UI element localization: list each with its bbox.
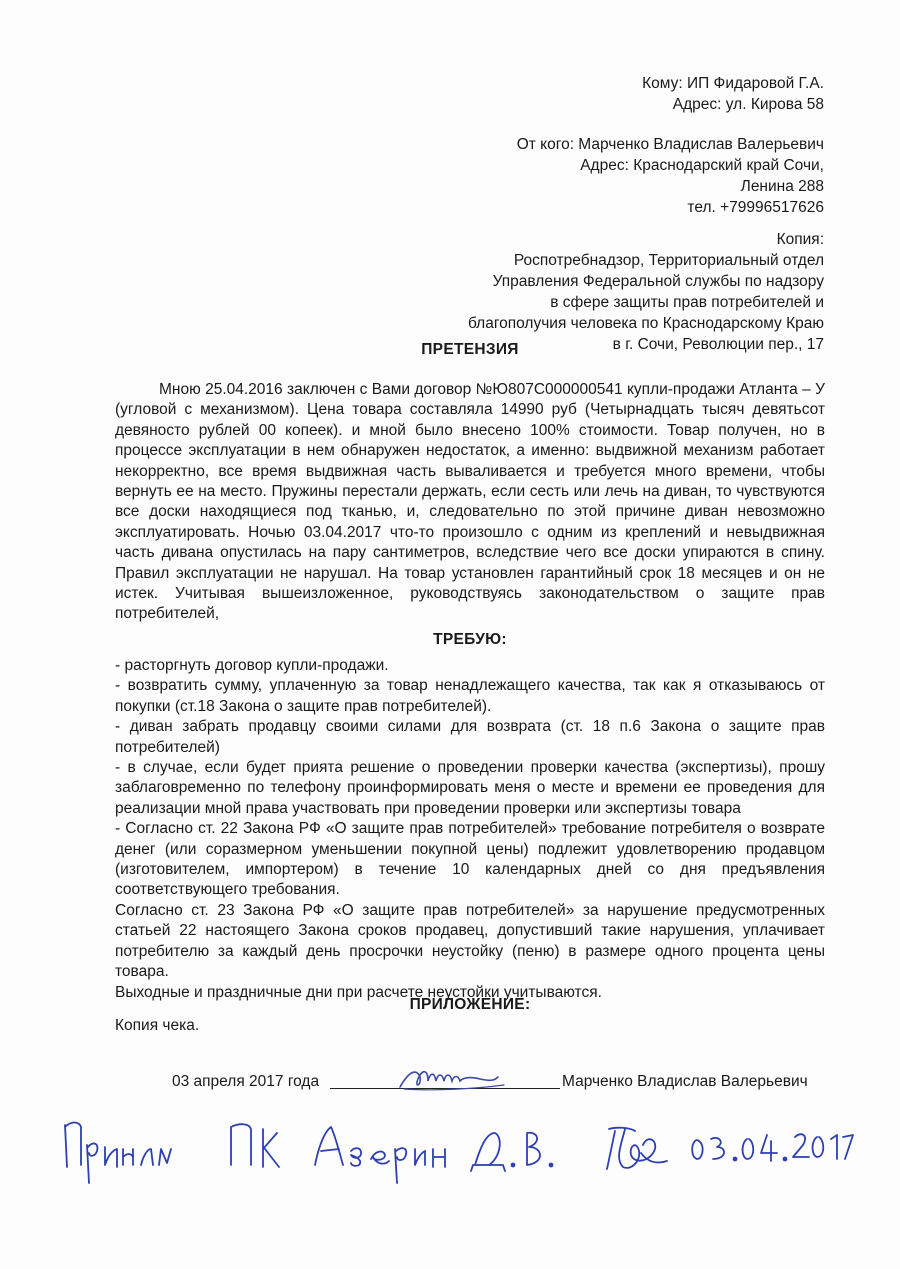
recipient-to: Кому: ИП Фидаровой Г.А. xyxy=(642,75,824,92)
demands-list xyxy=(115,656,825,1003)
copy-to-block xyxy=(468,229,824,355)
copy-line: в г. Сочи, Революции пер., 17 xyxy=(612,336,824,353)
claim-title: ПРЕТЕНЗИЯ xyxy=(421,341,519,358)
sender-address-1: Адрес: Краснодарский край Сочи, xyxy=(580,157,824,174)
sender-from: От кого: Марченко Владислав Валерьевич xyxy=(516,136,824,153)
demand-item: - возвратить сумму, уплаченную за товар ненадлежащего качества, так как я отказываюсь от покупки (ст.18 Закона о защите прав потребителей). xyxy=(115,677,825,715)
demand-item: Выходные и праздничные дни при расчете неустойки учитываются. xyxy=(115,983,602,1001)
demand-item: - Согласно ст. 22 Закона РФ «О защите прав потребителей» требование потребителя о возврате денег (или соразмерном уменьшении покупной цены) подлежит удовлетворению продавцом (изготовителем, импортером) в течение 10 календарных дней со дня предъявления соответствующего требования. xyxy=(115,820,825,899)
demand-title: ТРЕБУЮ: xyxy=(433,631,507,648)
demand-item: - диван забрать продавцу своими силами для возврата (ст. 18 п.6 Закона о защите прав потребителей) xyxy=(115,718,825,756)
copy-line: в сфере защиты прав потребителей и xyxy=(550,294,824,311)
signature-name: Марченко Владислав Валерьевич xyxy=(562,1073,808,1090)
recipient-address: Адрес: ул. Кирова 58 xyxy=(672,96,824,113)
demand-item: - расторгнуть договор купли-продажи. xyxy=(115,657,389,674)
copy-line: Управления Федеральной службы по надзору xyxy=(492,273,824,290)
sender-phone: тел. +79996517626 xyxy=(687,199,824,216)
demand-item: - в случае, если будет прията решение о проведении проверки качества (экспертизы), прошу заблаговременно по телефону проинформировать меня о месте и времени ее проведения для реализации мной права участвовать при проведении проверки или экспертизы товара xyxy=(115,759,825,817)
copy-line: благополучия человека по Краснодарскому Краю xyxy=(467,315,824,332)
demand-item: Согласно ст. 23 Закона РФ «О защите прав потребителей» за нарушение предусмотренных статьей 22 настоящего Закона сроков продавец, допустивший такие нарушения, уплачивает потребителю за каждый день просрочки неустойку (пеню) в размере одного процента цены товара. xyxy=(115,901,825,981)
copy-label: Копия: xyxy=(776,231,824,248)
copy-line: Роспотребнадзор, Территориальный отдел xyxy=(513,252,824,269)
sender-block xyxy=(517,134,824,218)
signature-date: 03 апреля 2017 года xyxy=(172,1073,320,1090)
main-paragraph: Мною 25.04.2016 заключен с Вами договор №Ю807С000000541 купли-продажи Атланта – У (угловой с механизмом). Цена товара составляла 14990 руб (Четырнадцать тысяч девятьсот девяносто рублей 00 копеек). и мной было внесено 100% стоимости. Товар получен, но в процессе эксплуатации в нем обнаружен недостаток, а именно: выдвижной механизм работает некорректно, все время выдвижная часть вываливается и требуется много времени, чтобы вернуть ее на место. Пружины перестали держать, если сесть или лечь на диван, то чувствуются все доски находящиеся под тканью, и, следовательно по этой причине диван невозможно эксплуатировать. Ночью 03.04.2017 что-то произошло с одним из креплений и невыдвижная часть дивана опустилась на пару сантиметров, вследствие чего все доски упираются в спину. Правил эксплуатации не нарушал. На товар установлен гарантийный срок 18 месяцев и он не истек. Учитывая вышеизложенное, руководствуясь законодательством о защите прав потребителей, xyxy=(115,381,825,623)
attachment-text: Копия чека. xyxy=(115,1017,200,1034)
attachment-title: ПРИЛОЖЕНИЕ: xyxy=(409,996,531,1013)
sender-address-2: Ленина 288 xyxy=(740,178,824,195)
recipient-block xyxy=(642,73,824,115)
handwritten-signature xyxy=(394,1063,514,1097)
handwritten-receipt-note xyxy=(55,1105,855,1195)
